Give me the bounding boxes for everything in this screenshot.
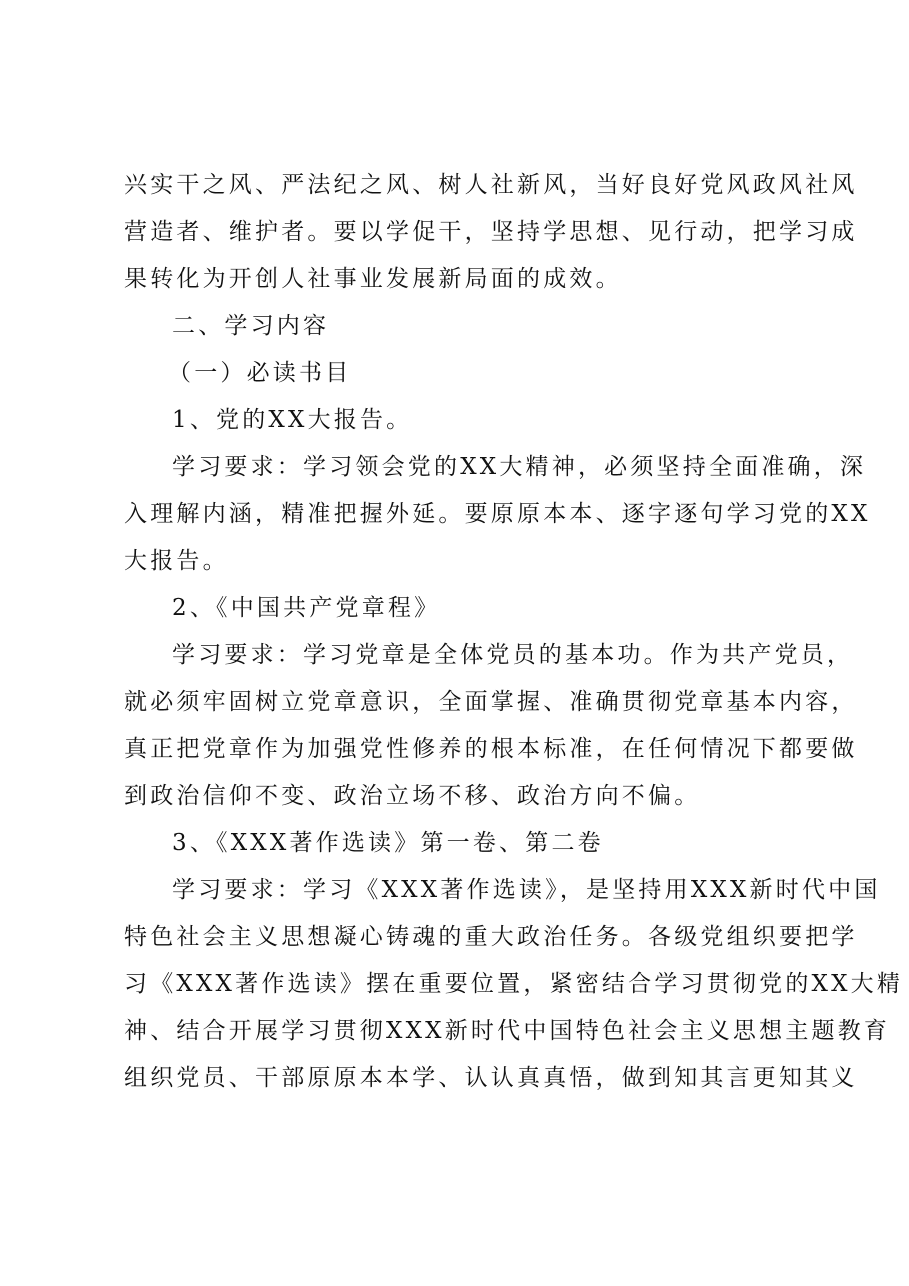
list-item-title: 2、《中国共产党章程》 (172, 595, 441, 621)
paragraph-line: 真正把党章作为加强党性修养的根本标准，在任何情况下都要做 (124, 736, 858, 762)
paragraph-line: 大报告。 (124, 548, 229, 574)
subsection-heading: （一）必读书目 (168, 360, 352, 386)
paragraph-line: 学习要求：学习领会党的XX大精神，必须坚持全面准确，深 (172, 454, 867, 480)
paragraph-line: 神、结合开展学习贯彻XXX新时代中国特色社会主义思想主题教育 (124, 1018, 891, 1044)
paragraph-line: 组织党员、干部原原本本学、认认真真悟，做到知其言更知其义 (124, 1065, 858, 1091)
paragraph-line: 习《XXX著作选读》摆在重要位置，紧密结合学习贯彻党的XX大精 (124, 971, 904, 997)
document-body (124, 162, 904, 1102)
paragraph-line: 学习要求：学习党章是全体党员的基本功。作为共产党员， (172, 642, 854, 668)
list-item-title: 3、《XXX著作选读》第一卷、第二卷 (172, 830, 604, 856)
paragraph-line: 果转化为开创人社事业发展新局面的成效。 (124, 266, 622, 292)
paragraph-line: 到政治信仰不变、政治立场不移、政治方向不偏。 (124, 783, 701, 809)
paragraph-line: 兴实干之风、严法纪之风、树人社新风，当好良好党风政风社风 (124, 172, 858, 198)
paragraph-line: 就必须牢固树立党章意识，全面掌握、准确贯彻党章基本内容， (124, 689, 858, 715)
paragraph-line: 特色社会主义思想凝心铸魂的重大政治任务。各级党组织要把学 (124, 924, 858, 950)
paragraph-line: 入理解内涵，精准把握外延。要原原本本、逐字逐句学习党的XX (124, 501, 871, 527)
paragraph-line: 营造者、维护者。要以学促干，坚持学思想、见行动，把学习成 (124, 219, 858, 245)
section-heading: 二、学习内容 (172, 313, 330, 339)
paragraph-line: 学习要求：学习《XXX著作选读》，是坚持用XXX新时代中国 (172, 877, 881, 903)
list-item-title: 1、党的XX大报告。 (172, 407, 413, 433)
